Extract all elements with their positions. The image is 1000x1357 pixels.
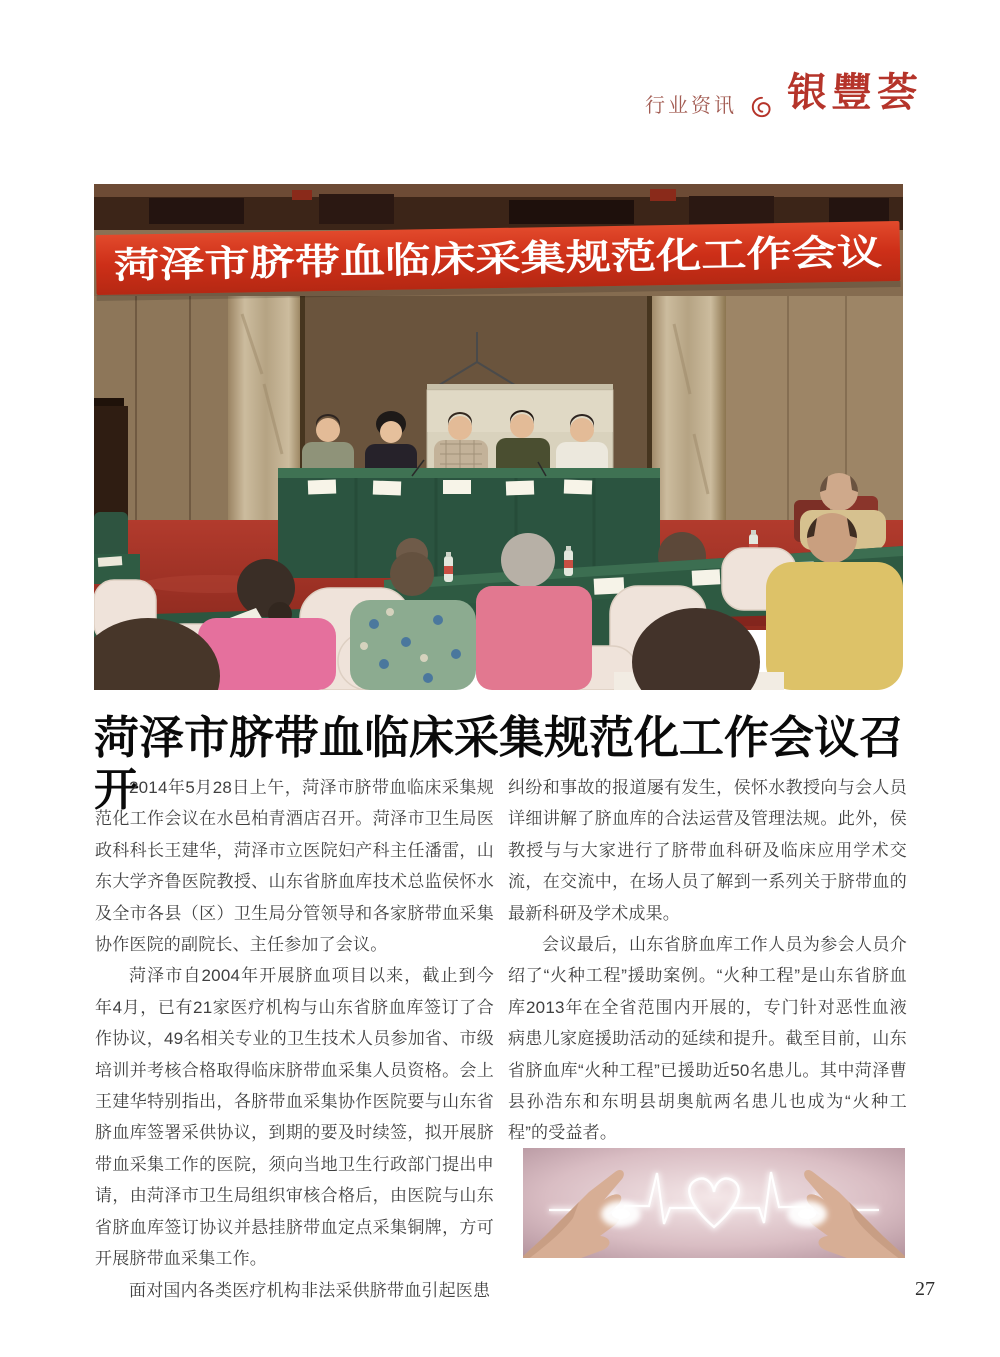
paragraph: 菏泽市自2004年开展脐血项目以来，截止到今年4月，已有21家医疗机构与山东省脐血库签订了合作协议，49名相关专业的卫生技术人员参加省、市级培训并考核合格取得临床脐带血采集人员资格。会上王建华特别指出，各脐带血采集协作医院要与山东省脐血库签署采供协议，到期的要及时续签，拟开展脐带血采集工作的医院，须向当地卫生行政部门提出申请，由菏泽市卫生局组织审核合格后，由医院与山东省脐血库签订协议并悬挂脐带血定点采集铜牌，方可开展脐带血采集工作。	[95, 966, 494, 1269]
section-label: 行业资讯	[645, 95, 737, 117]
page-header	[645, 66, 922, 120]
paragraph: 2014年5月28日上午，菏泽市脐带血临床采集规范化工作会议在水邑柏青酒店召开。菏泽市卫生局医政科科长王建华，菏泽市立医院妇产科主任潘雷，山东大学齐鲁医院教授、山东省脐血库技术总监侯怀水及全市各县（区）卫生局分管领导和各家脐带血采集协作医院的副院长、主任参加了会议。	[95, 778, 494, 955]
conference-banner	[96, 221, 901, 301]
paragraph: 会议最后，山东省脐血库工作人员为参会人员介绍了“火种工程”援助案例。“火种工程”是山东省脐血库2013年在全省范围内开展的，专门针对恶性血液病患儿家庭援助活动的延续和提升。截至目前，山东省脐血库“火种工程”已援助近50名患儿。其中菏泽曹县孙浩东和东明县胡奥航两名患儿也成为“火种工程”的受益者。	[508, 935, 907, 1143]
charity-hands-photo	[523, 1148, 905, 1258]
hands-heartbeat-scene	[523, 1148, 905, 1258]
article-column-right	[508, 772, 907, 1149]
conference-photo	[94, 184, 903, 690]
page-number: 27	[915, 1278, 935, 1300]
conference-scene	[94, 184, 903, 690]
article-headline: 菏泽市脐带血临床采集规范化工作会议召开	[94, 711, 905, 816]
paragraph: 纠纷和事故的报道屡有发生，侯怀水教授向与会人员详细讲解了脐血库的合法运营及管理法规。此外，侯教授与与大家进行了脐带血科研及临床应用学术交流，在交流中，在场人员了解到一系列关于脐带血的最新科研及学术成果。	[508, 778, 907, 923]
brand-logo: 银豐荟	[785, 69, 924, 116]
paragraph: 面对国内各类医疗机构非法采供脐带血引起医患	[129, 1280, 491, 1300]
banner-text: 菏泽市脐带血临床采集规范化工作会议	[113, 234, 727, 286]
article-column-left	[95, 772, 494, 1306]
swirl-icon	[749, 94, 775, 120]
head-table	[278, 460, 660, 578]
